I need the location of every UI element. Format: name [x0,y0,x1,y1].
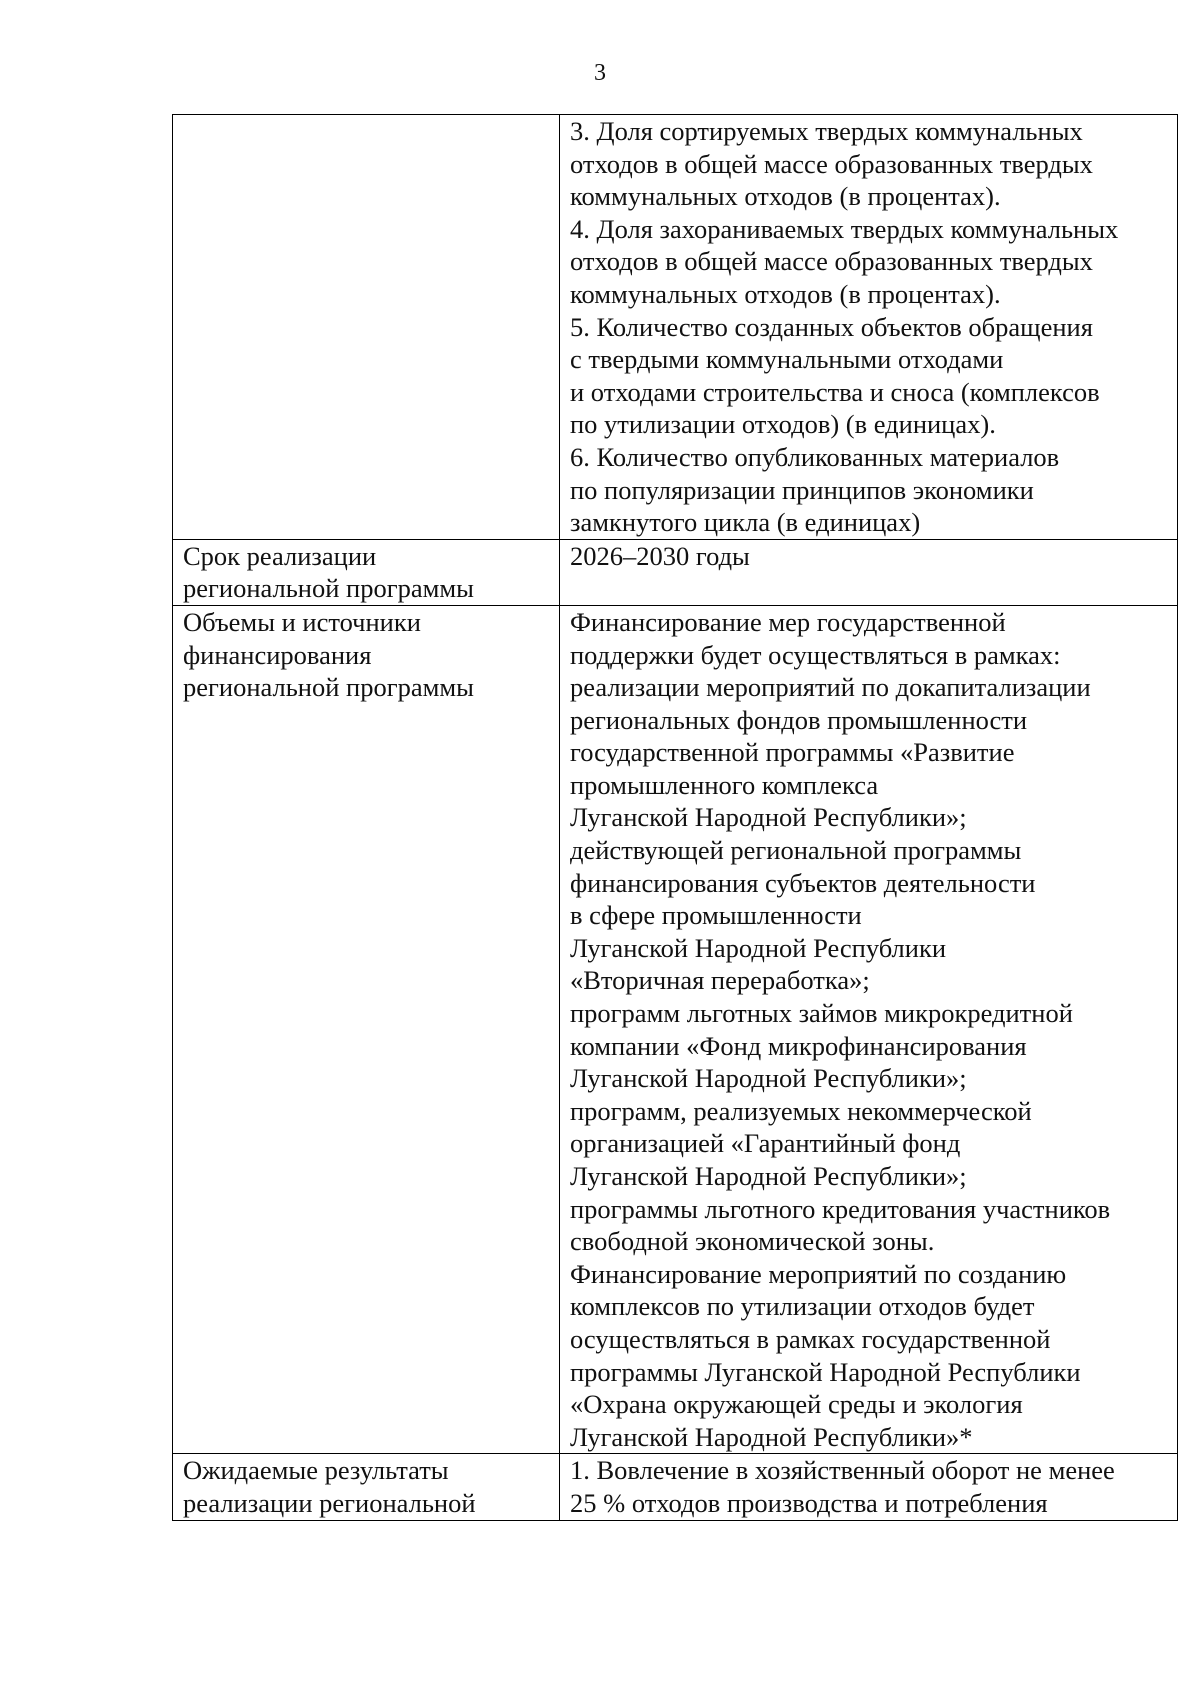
row-content-line: 1. Вовлечение в хозяйственный оборот не менее [570,1455,1115,1486]
row-label-line: реализации региональной [183,1487,476,1518]
row-content-line: 2026–2030 годы [570,540,750,571]
row-content-line: промышленного комплекса [570,769,879,800]
row-content-line: Луганской Народной Республики»* [570,1421,973,1452]
row-content-line: программ льготных займов микрокредитной [570,998,1073,1029]
table-row [173,1454,1178,1520]
row-label-line: Срок реализации [183,540,377,571]
row-content-line: по утилизации отходов) (в единицах). [570,409,996,440]
row-content-line: «Охрана окружающей среды и экология [570,1389,1023,1420]
row-label-cell [173,539,560,605]
row-label-line: региональной программы [183,573,474,604]
row-label-line: Объемы и источники [183,606,421,637]
row-label-cell [173,1454,560,1520]
row-content-line: компании «Фонд микрофинансирования [570,1030,1027,1061]
row-content-line: поддержки будет осуществляться в рамках: [570,639,1061,670]
page-number: 3 [594,60,606,86]
row-content-line: коммунальных отходов (в процентах). [570,181,1001,212]
row-content-line: Финансирование мероприятий по созданию [570,1258,1067,1289]
row-label-line: финансирования [183,639,372,670]
row-content-line: 4. Доля захораниваемых твердых коммунальных [570,213,1119,244]
table-row [173,539,1178,605]
table-row [173,115,1178,540]
row-label-cell [173,115,560,540]
row-content-line: отходов в общей массе образованных твердых [570,148,1093,179]
row-content-line: свободной экономической зоны. [570,1226,935,1257]
row-content-line: и отходами строительства и сноса (комплексов [570,376,1100,407]
row-content-line: «Вторичная переработка»; [570,965,870,996]
row-content-line: 3. Доля сортируемых твердых коммунальных [570,116,1083,146]
row-label-line: Ожидаемые результаты [183,1455,449,1486]
row-content-line: Луганской Народной Республики»; [570,802,967,833]
row-content-line: программ, реализуемых некоммерческой [570,1095,1032,1126]
row-content-line: в сфере промышленности [570,900,862,931]
row-content-line: осуществляться в рамках государственной [570,1323,1051,1354]
row-content-line: финансирования субъектов деятельности [570,867,1036,898]
row-content-line: 6. Количество опубликованных материалов [570,441,1060,472]
row-content-cell [560,539,1178,605]
row-content-line: Финансирование мер государственной [570,606,1006,637]
row-label-cell [173,605,560,1453]
row-content-line: программы Луганской Народной Республики [570,1356,1081,1387]
row-content-line: реализации мероприятий по докапитализации [570,672,1091,703]
row-content-cell [560,1454,1178,1520]
row-content-line: программы льготного кредитования участников [570,1193,1111,1224]
row-content-line: отходов в общей массе образованных твердых [570,246,1093,277]
row-content-line: организацией «Гарантийный фонд [570,1128,961,1159]
row-content-line: комплексов по утилизации отходов будет [570,1291,1035,1322]
row-label-line: региональной программы [183,672,474,703]
row-content-line: Луганской Народной Республики [570,932,947,963]
row-content-line: Луганской Народной Республики»; [570,1063,967,1094]
program-passport-table [172,114,1178,1521]
row-content-cell [560,115,1178,540]
row-content-line: с твердыми коммунальными отходами [570,344,1004,375]
row-content-line: коммунальных отходов (в процентах). [570,278,1001,309]
row-content-line: по популяризации принципов экономики [570,474,1034,505]
row-content-line: 5. Количество созданных объектов обращения [570,311,1093,342]
row-content-line: региональных фондов промышленности [570,704,1028,735]
row-content-line: 25 % отходов производства и потребления [570,1487,1048,1518]
row-content-line: государственной программы «Развитие [570,737,1015,768]
table-row [173,605,1178,1453]
row-content-cell [560,605,1178,1453]
row-content-line: Луганской Народной Республики»; [570,1161,967,1191]
row-content-line: замкнутого цикла (в единицах) [570,507,921,538]
row-content-line: действующей региональной программы [570,835,1022,866]
